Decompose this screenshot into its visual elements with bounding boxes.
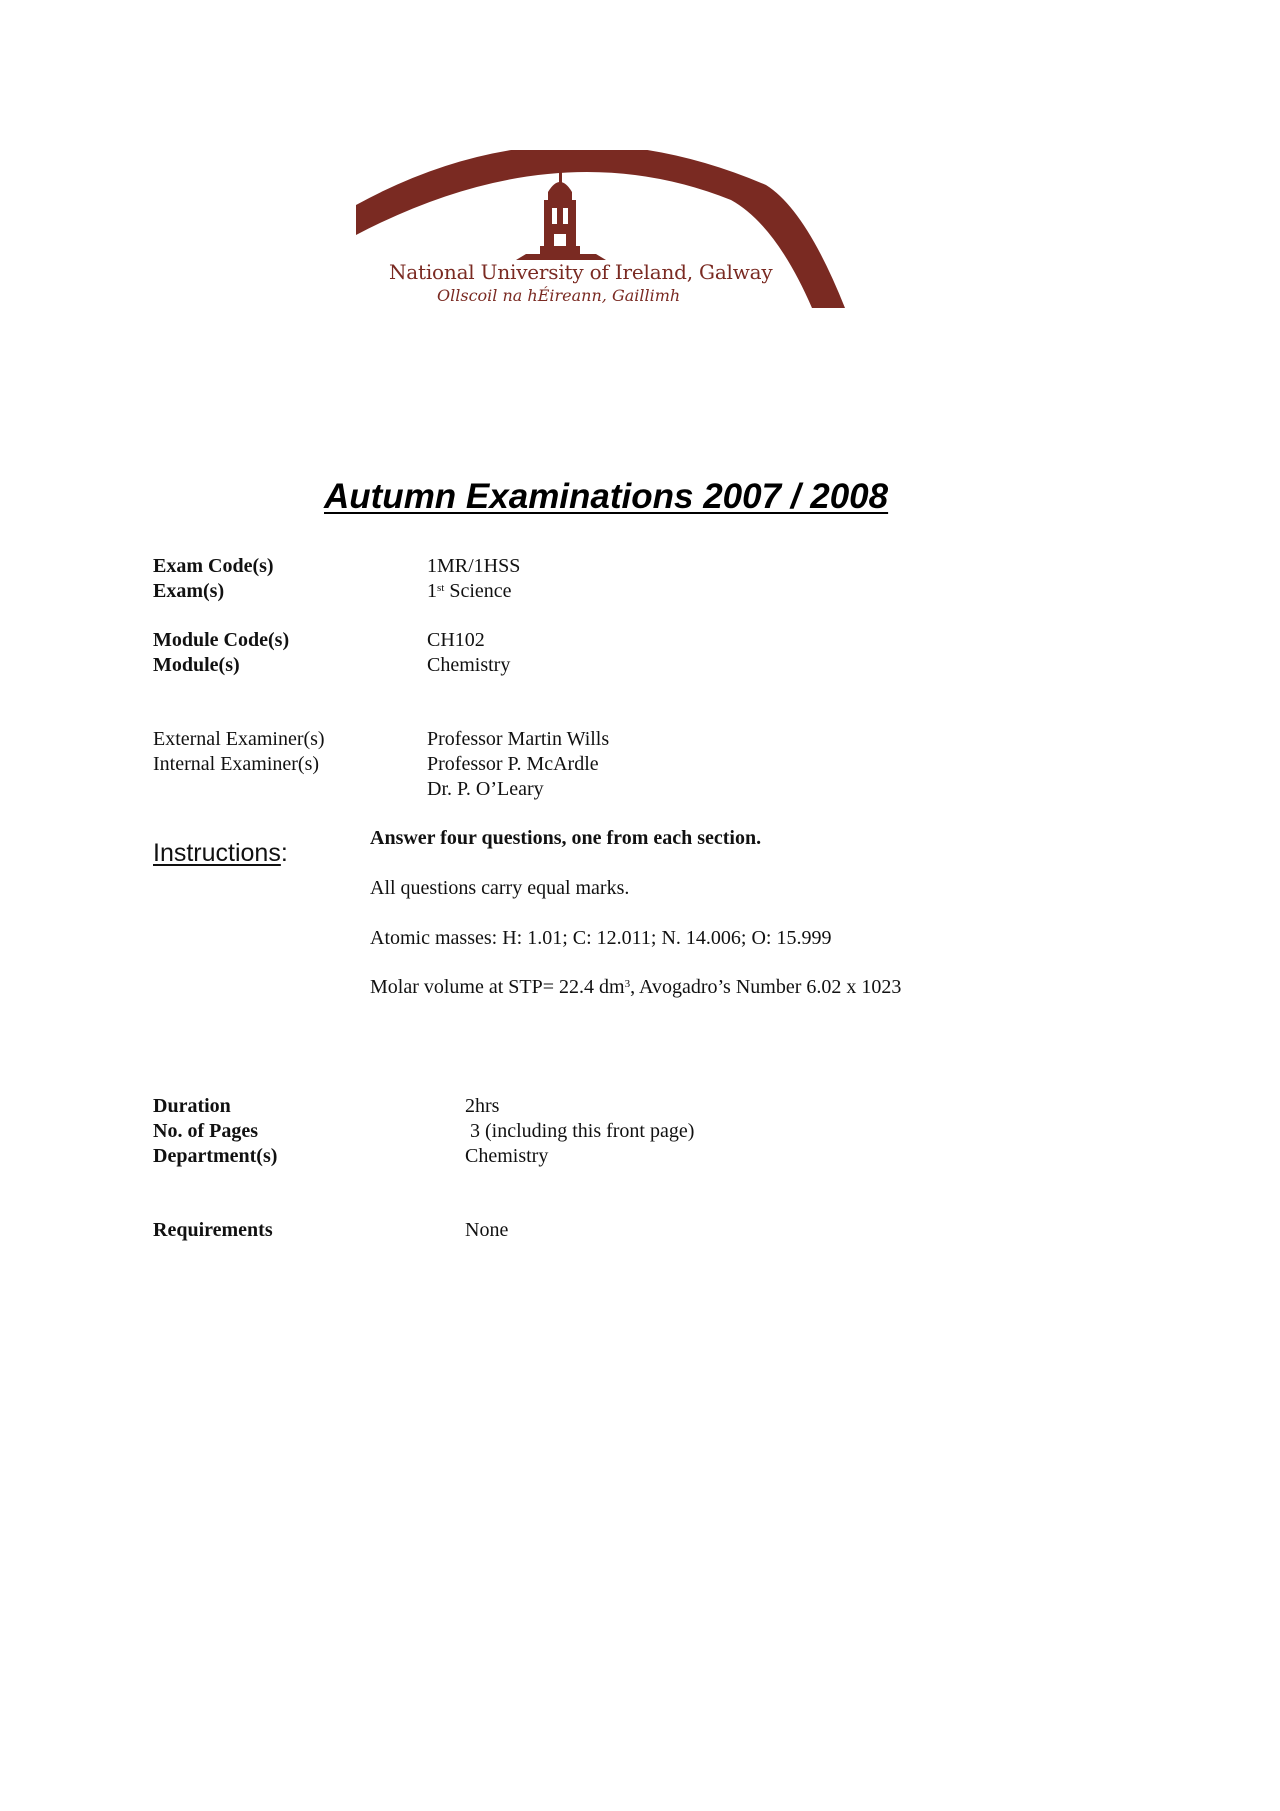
instruction-line-1: Answer four questions, one from each section. <box>370 827 762 849</box>
instruction-line-4: Molar volume at STP= 22.4 $dm^3$, Avogadro’s Number 6.02 x 1023 <box>370 976 902 998</box>
requirements-value: None <box>465 1219 509 1241</box>
pages-value: 3 (including this front page) <box>465 1120 695 1142</box>
instruction-line-2: All questions carry equal marks. <box>370 877 630 899</box>
exam-value: 1st Science <box>427 580 512 602</box>
page-title: Autumn Examinations 2007 / 2008 <box>324 477 889 516</box>
instructions-label: Instructions: <box>153 839 288 867</box>
external-examiner-label: External Examiner(s) <box>153 728 325 750</box>
module-value: Chemistry <box>427 654 511 676</box>
external-examiner-value: Professor Martin Wills <box>427 728 610 750</box>
instruction-line-3: Atomic masses: H: 1.01; C: 12.011; N. 14.006; O: 15.999 <box>370 927 832 949</box>
exam-label: Exam(s) <box>153 580 225 602</box>
university-logo <box>356 150 846 320</box>
exam-code-label: Exam Code(s) <box>153 555 274 577</box>
module-code-label: Module Code(s) <box>153 629 290 651</box>
duration-label: Duration <box>153 1095 231 1117</box>
module-label: Module(s) <box>153 654 240 676</box>
pages-label: No. of Pages <box>153 1120 258 1142</box>
internal-examiner-value-2: Dr. P. O’Leary <box>427 778 544 800</box>
logo-irish-name: Ollscoil na hÉireann, Gaillimh <box>437 286 681 305</box>
department-value: Chemistry <box>465 1145 549 1167</box>
requirements-label: Requirements <box>153 1219 273 1241</box>
internal-examiner-value-1: Professor P. McArdle <box>427 753 599 775</box>
exam-code-value: 1MR/1HSS <box>427 555 521 577</box>
logo-university-name: National University of Ireland, Galway <box>389 260 773 284</box>
module-code-value: CH102 <box>427 629 485 651</box>
duration-value: 2hrs <box>465 1095 500 1117</box>
internal-examiner-label: Internal Examiner(s) <box>153 753 320 775</box>
department-label: Department(s) <box>153 1145 278 1167</box>
